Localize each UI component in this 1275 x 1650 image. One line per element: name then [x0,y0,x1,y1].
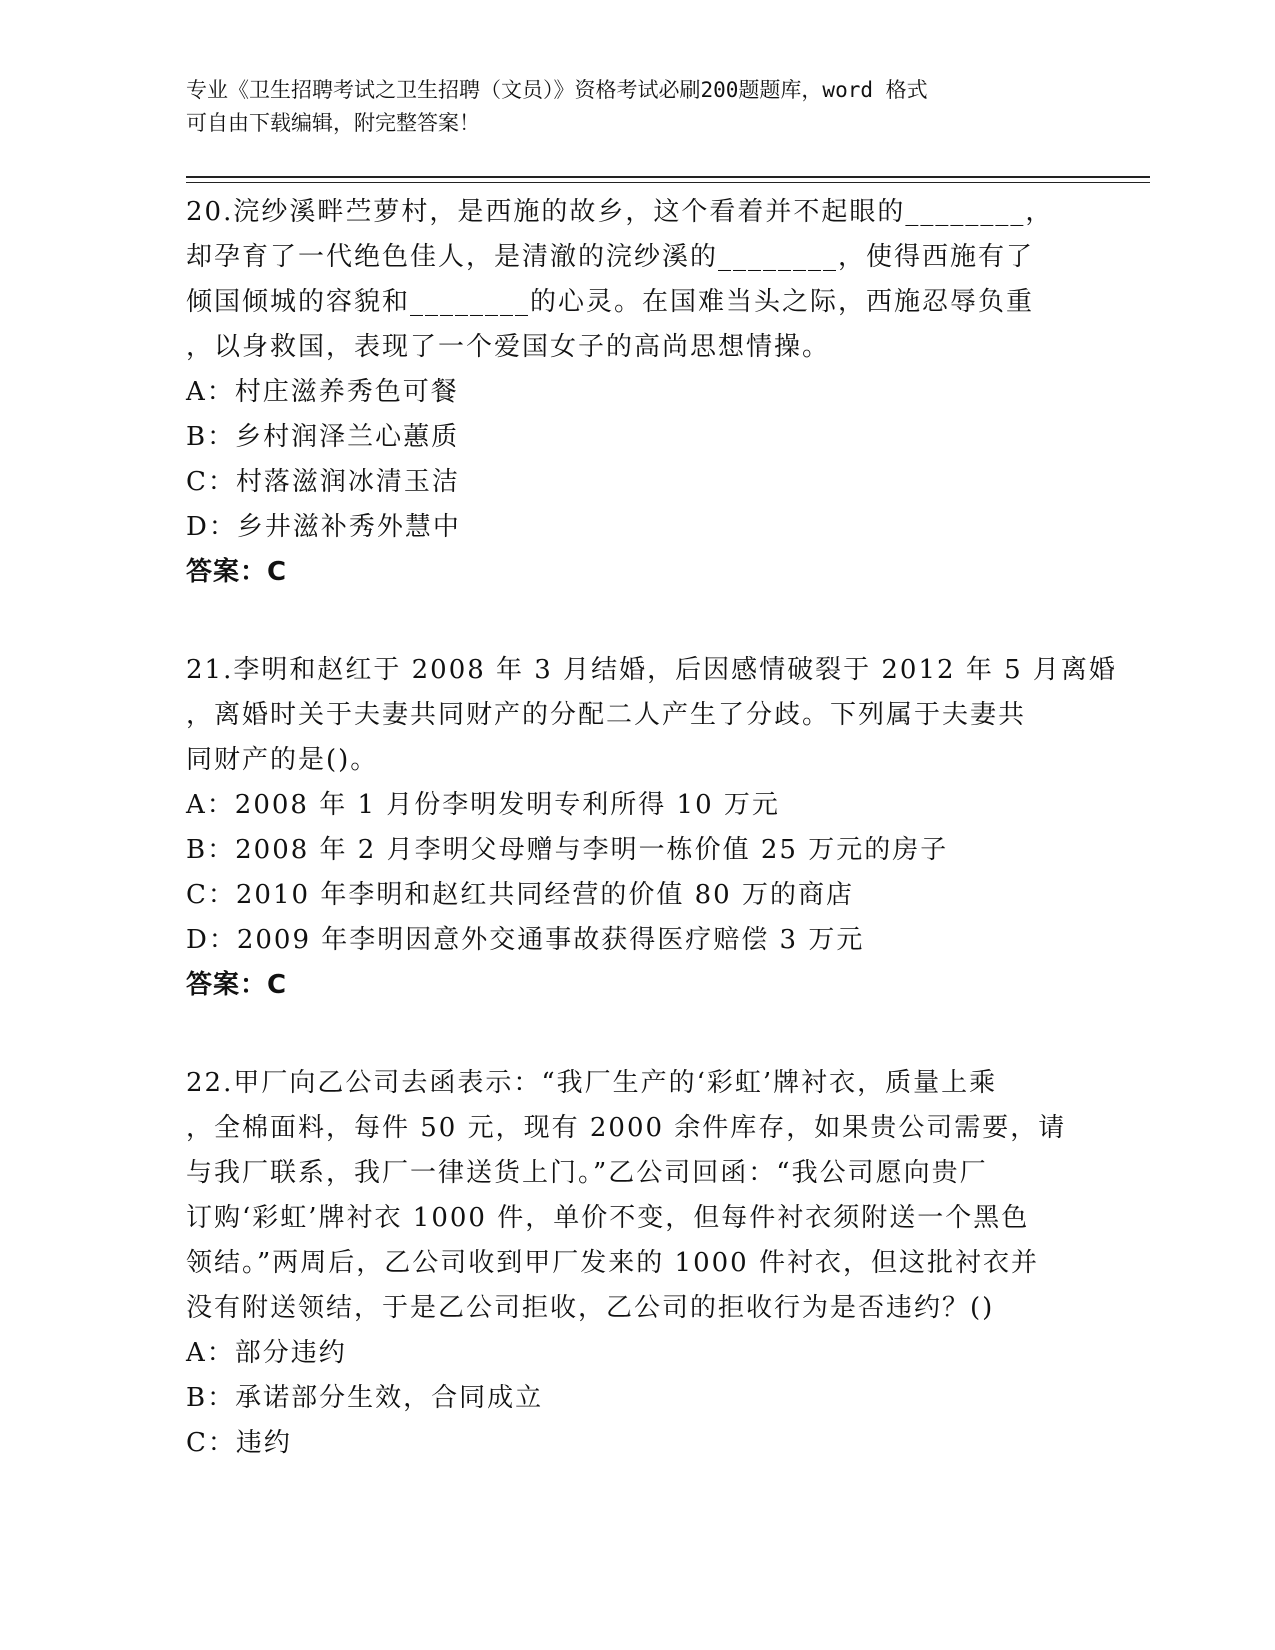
question-stem-line: ，以身救国，表现了一个爱国女子的高尚思想情操。 [186,332,831,362]
question-stem-line: 21.李明和赵红于 2008 年 3 月结婚，后因感情破裂于 2012 年 5 月离婚 [186,655,1117,685]
option-b: B：承诺部分生效，合同成立 [186,1383,544,1413]
document-header [186,74,1066,140]
option-a: A：部分违约 [186,1338,347,1368]
option-b: B：乡村润泽兰心蕙质 [186,422,460,452]
question-stem-line: ，离婚时关于夫妻共同财产的分配二人产生了分歧。下列属于夫妻共 [186,700,1027,730]
header-divider-thick [186,176,1150,178]
question-stem-line: 没有附送领结，于是乙公司拒收，乙公司的拒收行为是否违约？() [186,1293,995,1323]
question-22 [186,1061,1076,1466]
question-stem-line: 20.浣纱溪畔苎萝村，是西施的故乡，这个看着并不起眼的________， [186,197,1054,227]
question-list [186,190,1117,1519]
option-d: D：2009 年李明因意外交通事故获得医疗赔偿 3 万元 [186,925,865,955]
question-stem-line: ，全棉面料，每件 50 元，现有 2000 余件库存，如果贵公司需要，请 [186,1113,1067,1143]
question-21 [186,648,1117,1008]
question-stem-line: 倾国倾城的容貌和________的心灵。在国难当头之际，西施忍辱负重 [186,287,1035,317]
question-stem-line: 订购‘彩虹’牌衬衣 1000 件，单价不变，但每件衬衣须附送一个黑色 [186,1203,1030,1233]
option-c: C：2010 年李明和赵红共同经营的价值 80 万的商店 [186,880,854,910]
answer-label: 答案：C [186,557,288,587]
option-b: B：2008 年 2 月李明父母赠与李明一栋价值 25 万元的房子 [186,835,949,865]
option-c: C：村落滋润冰清玉洁 [186,467,460,497]
question-stem-line: 领结。”两周后，乙公司收到甲厂发来的 1000 件衬衣，但这批衬衣并 [186,1248,1039,1278]
question-stem-line: 22.甲厂向乙公司去函表示：“我厂生产的‘彩虹’牌衬衣，质量上乘 [186,1068,998,1098]
question-stem-line: 与我厂联系，我厂一律送货上门。”乙公司回函：“我公司愿向贵厂 [186,1158,988,1188]
option-c: C：违约 [186,1428,292,1458]
question-20 [186,190,1076,595]
header-line: 可自由下载编辑，附完整答案！ [186,111,480,135]
option-a: A：2008 年 1 月份李明发明专利所得 10 万元 [186,790,780,820]
option-a: A：村庄滋养秀色可餐 [186,377,459,407]
header-divider-thin [186,182,1150,183]
header-line: 专业《卫生招聘考试之卫生招聘（文员）》资格考试必刷200题题库，word 格式 [186,78,928,102]
question-stem-line: 同财产的是()。 [186,745,379,775]
answer-label: 答案：C [186,970,288,1000]
question-stem-line: 却孕育了一代绝色佳人，是清澈的浣纱溪的________，使得西施有了 [186,242,1035,272]
option-d: D：乡井滋补秀外慧中 [186,512,461,542]
